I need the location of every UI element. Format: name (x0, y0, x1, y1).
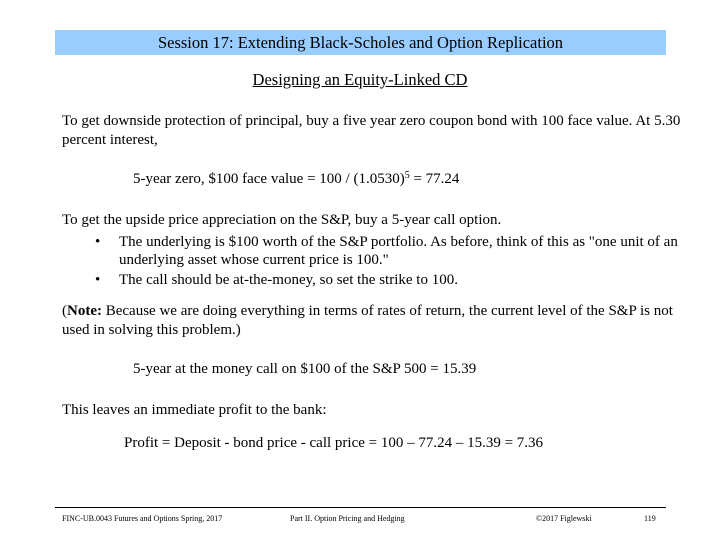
footer-part: Part II. Option Pricing and Hedging (290, 514, 405, 523)
footer-copyright: ©2017 Figlewski (536, 514, 592, 523)
bullet-icon: • (95, 234, 101, 250)
footer-divider (55, 507, 666, 508)
note-open-paren: ( (62, 303, 67, 319)
bullet-text: The underlying is $100 worth of the S&P portfolio. As before, think of this as "one unit of an underlying asset whose current price is 100." (119, 234, 678, 268)
bullet-list (62, 233, 682, 291)
call-price-formula: 5-year at the money call on $100 of the S&P 500 = 15.39 (133, 361, 477, 377)
note-paragraph (62, 302, 682, 340)
bond-formula-text: 5-year zero, $100 face value = 100 / (1.0530) (133, 171, 405, 187)
slide-title: Session 17: Extending Black-Scholes and Option Replication (157, 32, 564, 52)
footer-page-number: 119 (644, 514, 656, 523)
profit-intro: This leaves an immediate profit to the bank: (62, 402, 327, 418)
bullet-item (62, 271, 682, 289)
bullet-item (62, 233, 682, 269)
bond-formula-result: = 77.24 (409, 171, 460, 187)
bond-formula-exponent: 5 (404, 170, 410, 181)
footer-course: FINC-UB.0043 Futures and Options Spring, 2017 (62, 514, 223, 523)
bond-price-formula (133, 170, 459, 189)
note-label: Note: (67, 303, 102, 319)
note-text: Because we are doing everything in terms of rates of return, the current level of the S&P is not used in solving this problem.) (62, 303, 673, 338)
bullet-icon: • (95, 272, 101, 288)
upside-paragraph: To get the upside price appreciation on the S&P, buy a 5-year call option. (62, 212, 502, 228)
bullet-text: The call should be at-the-money, so set the strike to 100. (119, 272, 458, 288)
profit-formula: Profit = Deposit - bond price - call price = 100 – 77.24 – 15.39 = 7.36 (124, 435, 544, 451)
intro-paragraph: To get downside protection of principal, buy a five year zero coupon bond with 100 face value. At 5.30 percent interest, (62, 113, 681, 148)
slide-subtitle: Designing an Equity-Linked CD (252, 70, 468, 89)
slide-title-bar (55, 30, 666, 55)
